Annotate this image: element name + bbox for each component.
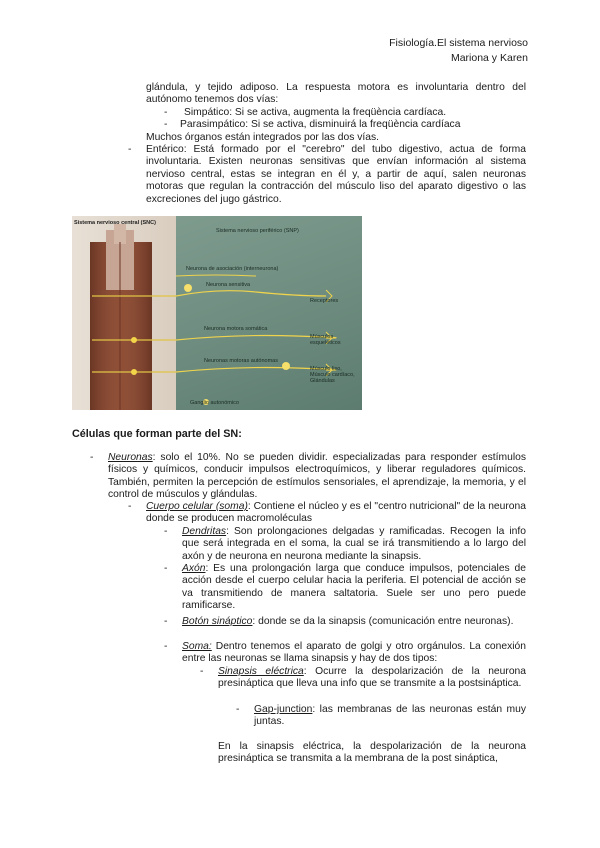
ganglion-label: Ganglio autonómico — [190, 400, 239, 406]
bullet-dash: - — [164, 119, 168, 130]
peripheral-panel — [176, 216, 362, 410]
bullet-dash: - — [164, 641, 168, 652]
boton-text: : donde se da la sinapsis (comunicación entre neuronas). — [252, 616, 514, 627]
cuerpo-term: Cuerpo celular (soma) — [146, 501, 248, 512]
spinal-cord-illustration — [72, 216, 176, 410]
parasimpatico-item: Parasimpático: Si se activa, disminuirá la freqüència cardíaca — [180, 119, 461, 130]
bullet-dash: - — [236, 704, 240, 715]
nervous-system-figure — [72, 216, 362, 410]
bullet-dash: - — [200, 666, 204, 677]
gap-paragraph — [254, 704, 526, 729]
bullet-dash: - — [90, 452, 94, 463]
sinapsis-paragraph — [218, 666, 526, 691]
page-header — [389, 36, 528, 66]
sensory-neuron-label: Neurona sensitiva — [206, 282, 251, 288]
bullet-dash: - — [128, 144, 132, 155]
soma-paragraph — [182, 641, 526, 666]
sinapsis-term: Sinapsis eléctrica — [218, 666, 304, 677]
header-authors: Mariona y Karen — [450, 52, 528, 64]
intro-paragraph: glándula, y tejido adiposo. La respuesta motora es involuntaria dentro del autónomo tenemos dos vías: — [146, 82, 526, 106]
final-paragraph: En la sinapsis eléctrica, la despolarización de la neurona presináptica se transmita a la membrana de la post sináptica, — [218, 741, 526, 765]
autonomic-motor-label: Neuronas motoras autónomas — [204, 358, 278, 364]
somatic-motor-label: Neurona motora somática — [204, 326, 268, 332]
bullet-dash: - — [164, 107, 168, 118]
section-title: Células que forman parte del SN: — [72, 428, 242, 440]
sinapsis-text: : Ocurre la despolarización de la neurona presináptica que lleva una info que se transmite a la postsináptica. — [218, 666, 526, 690]
soma-text: Dentro tenemos el aparato de golgi y otro orgánulos. La conexión entre las neuronas se llama sinapsis y hay de dos tipos: — [182, 641, 526, 665]
axon-text: : Es una prolongación larga que conduce impulsos, potenciales de acción desde el cuerpo celular hacia la periferia. El potencial de acción se va transmitiendo de manera saltatoria. Suele ser uno pero puede ramificarse. — [182, 563, 526, 612]
skeletal-muscle-label: Músculos esqueléticos — [310, 334, 341, 346]
dendritas-term: Dendritas — [182, 526, 227, 537]
spinal-cord-panel — [72, 216, 176, 410]
enterico-paragraph: Entérico: Está formado por el "cerebro" del tubo digestivo, actua de forma involuntaria. Existen neuronas sensitivas que envían información al sistema nervioso central, estas se integran en él y, a partir de aquí, salen neuronas motoras que regulan la contracción del músculo liso del aparato digestivo o las excreciones del jugo gástrico. — [146, 144, 526, 205]
bullet-dash: - — [128, 501, 132, 512]
effectors-label: Músculo liso, Músculo cardíaco, Glándulas — [310, 366, 355, 384]
neuronas-text: : solo el 10%. No se pueden dividir. especializadas para responder estímulos físicos y químicos, conducir impulsos electroquímicos, y liberar reguladores químicos. También, permiten la percepción de estímulos sensoriales, el aprendizaje, la memoria, y el control de músculos y glándulas. — [108, 452, 526, 501]
cuerpo-text: : Contiene el núcleo y es el "centro nutricional" de la neurona donde se producen macromoléculas — [146, 501, 526, 525]
header-title: Fisiología.El sistema nervioso — [389, 37, 528, 49]
snp-label: Sistema nervioso periférico (SNP) — [216, 228, 299, 234]
neuronas-term: Neuronas — [108, 452, 153, 463]
cuerpo-paragraph — [146, 501, 526, 526]
receptors-label: Receptores — [310, 298, 339, 304]
snc-label: Sistema nervioso central (SNC) — [74, 220, 156, 226]
dendritas-paragraph — [182, 526, 526, 563]
dendritas-text: : Son prolongaciones delgadas y ramificadas. Recogen la info que será integrada en el soma, la cual se irá transmitiendo a lo largo del axón y de neurona en neurona mediante la sinapsis. — [182, 526, 526, 562]
gap-term: Gap-junction — [254, 704, 313, 715]
axon-term: Axón — [182, 563, 206, 574]
axon-paragraph — [182, 563, 526, 613]
integration-note: Muchos órganos están integrados por las dos vías. — [146, 132, 379, 143]
neuronas-paragraph — [108, 452, 526, 502]
soma-term: Soma: — [182, 641, 212, 652]
interneuron-label: Neurona de asociación (interneurona) — [186, 266, 279, 272]
simpatico-item: Simpático: Si se activa, augmenta la freqüència cardíaca. — [184, 107, 447, 118]
bullet-dash: - — [164, 563, 168, 574]
bullet-dash: - — [164, 526, 168, 537]
bullet-dash: - — [164, 616, 168, 627]
gap-text: : las membranas de las neuronas están muy juntas. — [254, 704, 526, 728]
boton-term: Botón sináptico — [182, 616, 253, 627]
boton-paragraph — [182, 616, 526, 628]
